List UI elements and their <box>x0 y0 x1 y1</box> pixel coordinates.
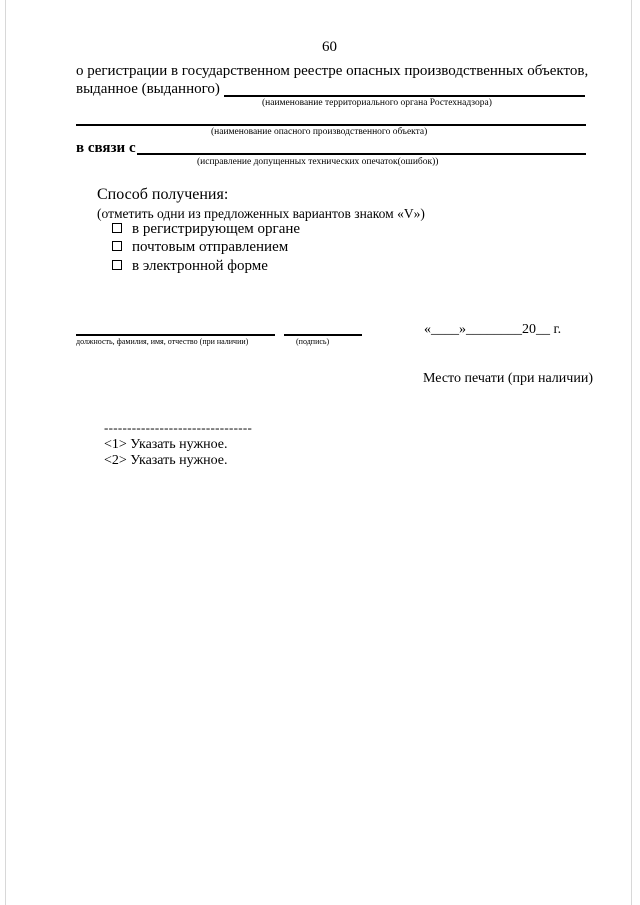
checkbox-icon[interactable] <box>112 223 122 233</box>
correction-field-line <box>137 153 586 155</box>
option-label: в регистрирующем органе <box>132 221 301 237</box>
page-edge-right <box>631 0 632 905</box>
signature-line <box>284 334 362 336</box>
correction-caption: (исправление допущенных технических опечаток(ошибок)) <box>197 157 439 167</box>
signature-caption: (подпись) <box>296 337 330 346</box>
object-field-line <box>76 124 586 126</box>
position-name-line <box>76 334 275 336</box>
checkbox-icon[interactable] <box>112 260 122 270</box>
authority-caption: (наименование территориального органа Ростехнадзора) <box>262 98 492 108</box>
page-number: 60 <box>322 39 337 55</box>
in-connection-label: в связи с <box>76 140 136 156</box>
date-field: «____»________20__ г. <box>424 322 562 337</box>
footnote-separator: -------------------------------- <box>104 420 253 435</box>
footnote-2: <2> Указать нужное. <box>104 453 228 468</box>
footnote-1: <1> Указать нужное. <box>104 437 228 452</box>
option-in-registering-body[interactable] <box>112 221 300 238</box>
object-caption: (наименование опасного производственного объекта) <box>211 127 428 137</box>
issued-label: выданное (выданного) <box>76 81 220 97</box>
stamp-place: Место печати (при наличии) <box>423 371 593 386</box>
option-label: в электронной форме <box>132 258 268 274</box>
authority-field-line <box>224 95 585 97</box>
method-instruction: (отметить одни из предложенных вариантов знаком «V») <box>97 206 425 221</box>
position-name-caption: должность, фамилия, имя, отчество (при наличии) <box>76 337 249 346</box>
page-edge-left <box>5 0 6 905</box>
option-electronic[interactable] <box>112 258 268 275</box>
method-title: Способ получения: <box>97 186 229 203</box>
option-by-post[interactable] <box>112 239 288 256</box>
header-line-1: о регистрации в государственном реестре опасных производственных объектов, <box>76 63 589 79</box>
checkbox-icon[interactable] <box>112 241 122 251</box>
option-label: почтовым отправлением <box>132 239 289 255</box>
